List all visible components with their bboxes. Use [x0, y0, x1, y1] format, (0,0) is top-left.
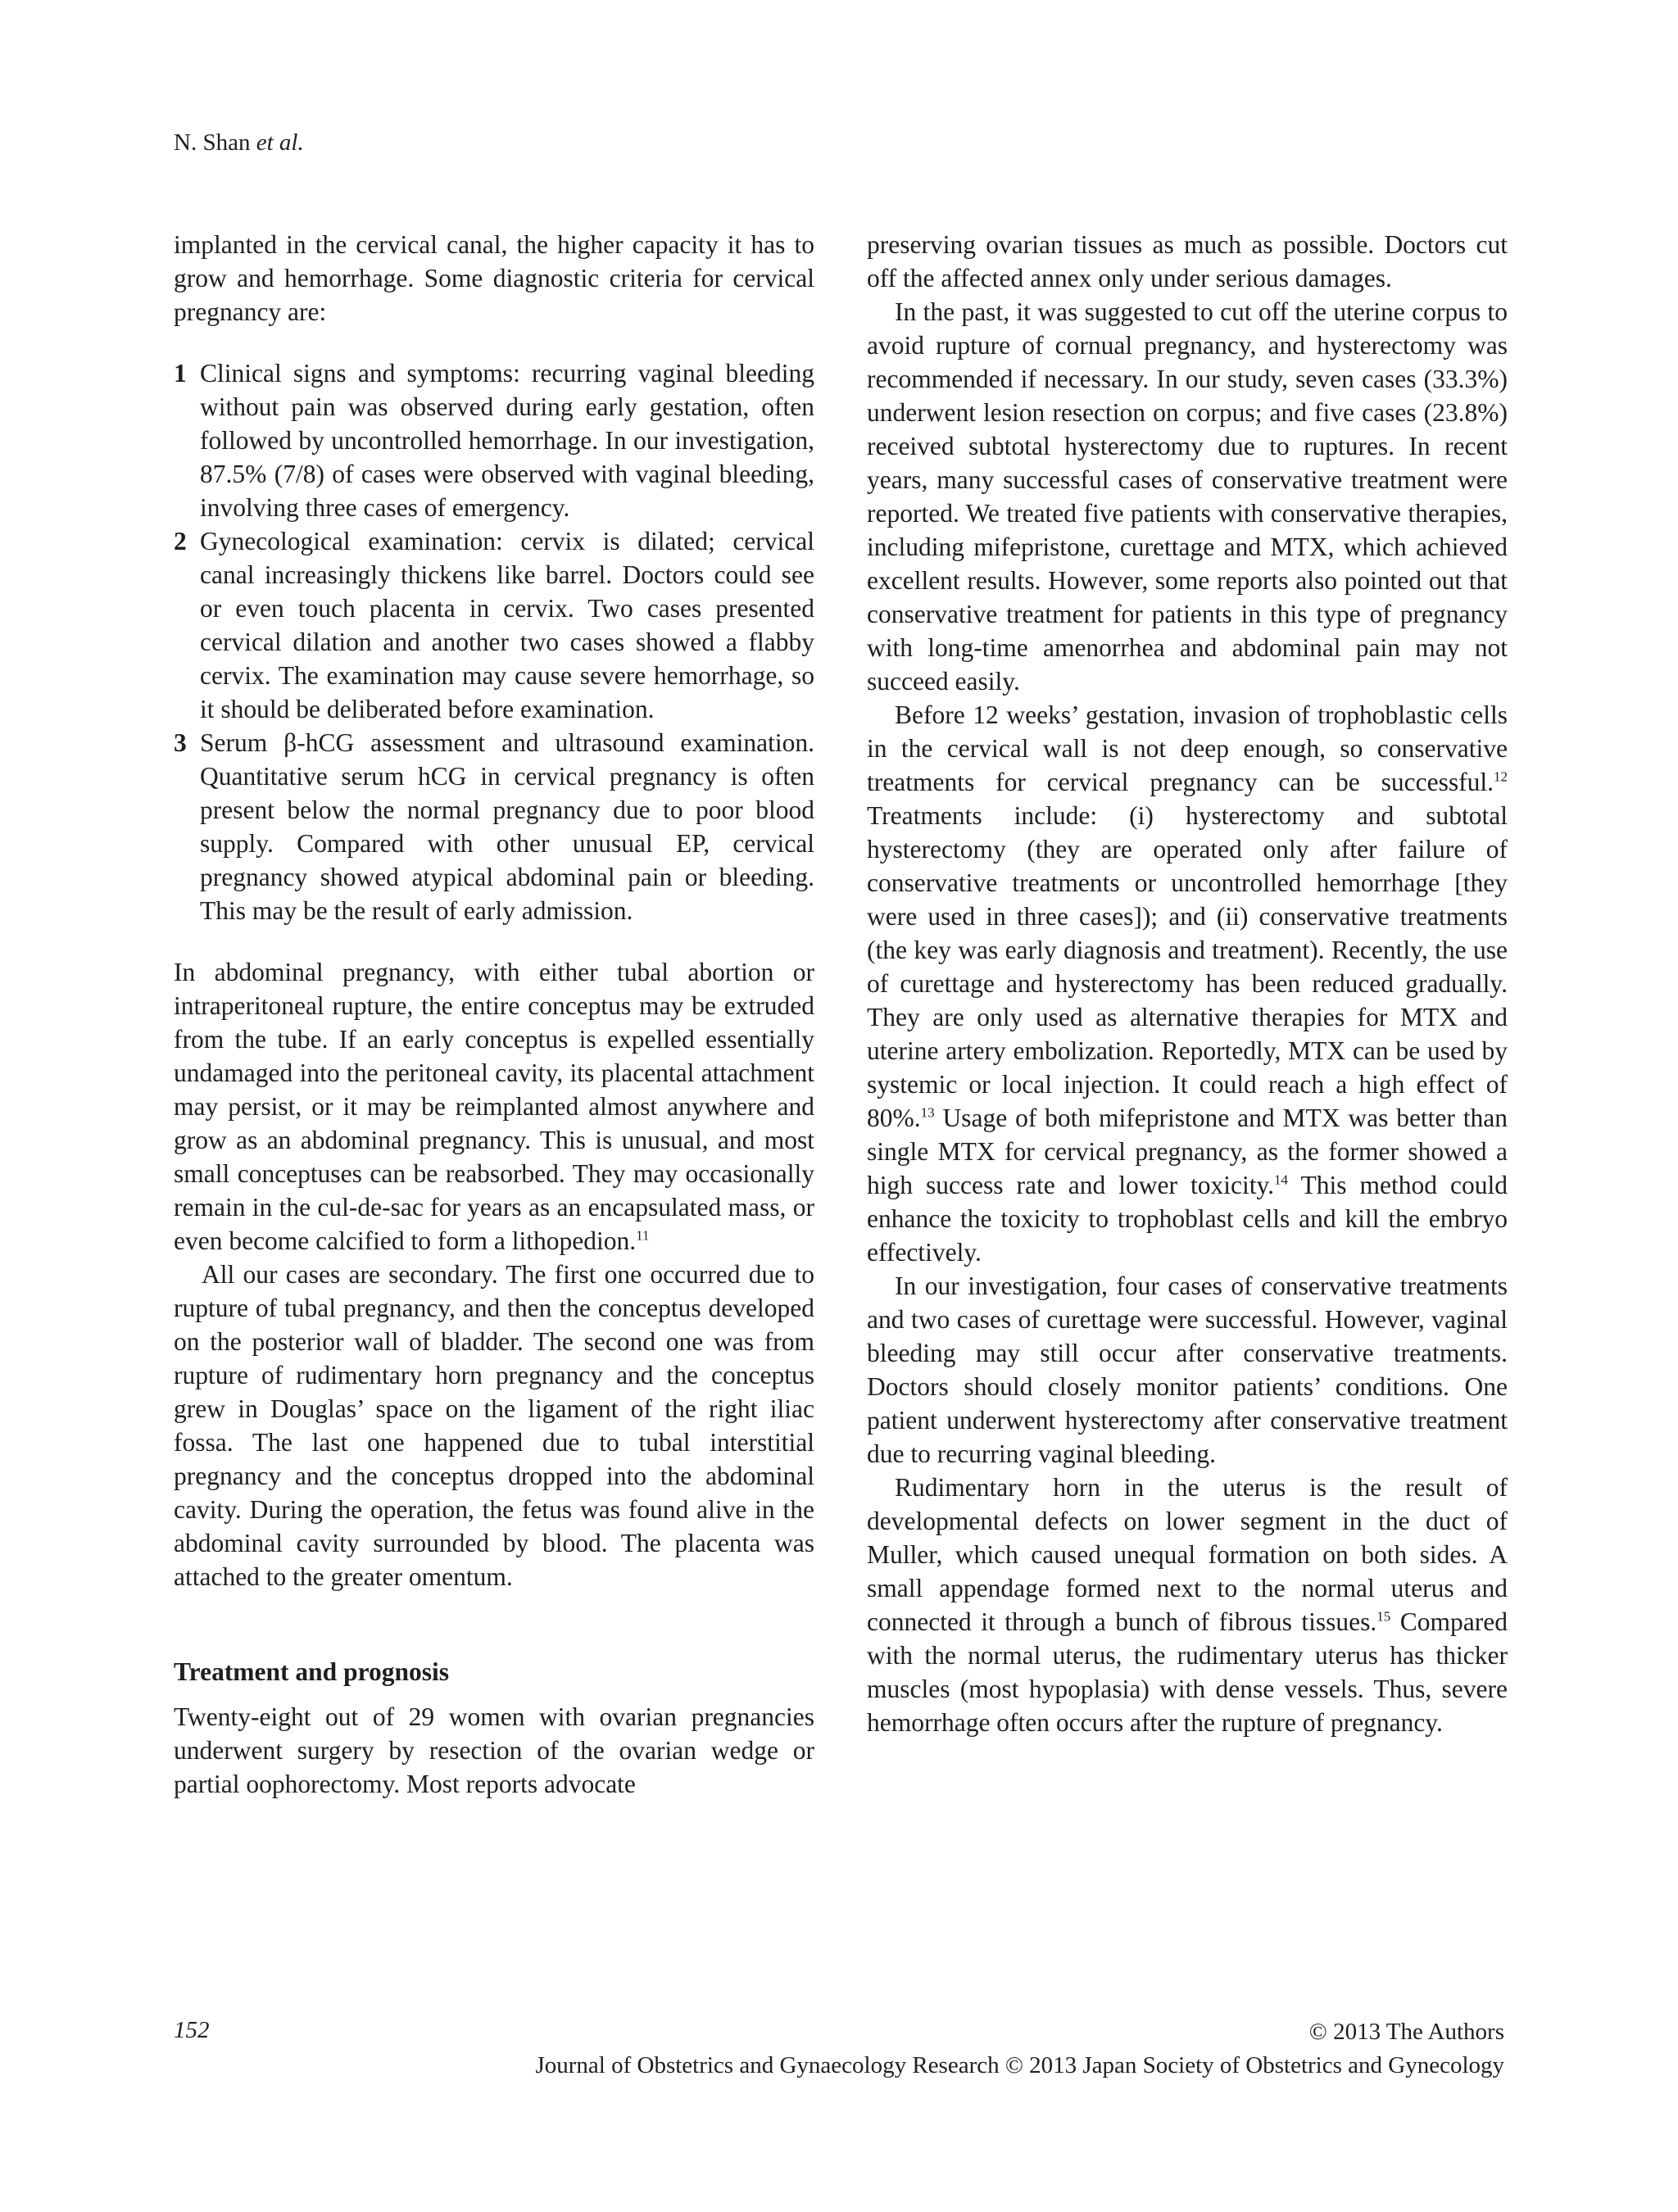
criteria-text: Serum β-hCG assessment and ultrasound examination. Quantitative serum hCG in cervical pregnancy is often present below the normal pregnancy due to poor blood supply. Compared with other unusual EP, cervical pregnancy showed atypical abdominal pain or bleeding. This may be the result of early admission. — [200, 728, 814, 925]
ovarian-continuation-paragraph: preserving ovarian tissues as much as possible. Doctors cut off the affected annex only under serious damages. — [867, 230, 1508, 292]
cervical-treatment-paragraph — [867, 698, 1508, 1269]
treatment-paragraph: Twenty-eight out of 29 women with ovarian pregnancies underwent surgery by resection of the ovarian wedge or partial oophorectomy. Most reports advocate — [174, 1702, 814, 1798]
rudimentary-horn-text-a: Rudimentary horn in the uterus is the result of developmental defects on lower segment in the duct of Muller, which caused unequal formation on both sides. A small appendage formed next to the normal uterus and connected it through a bunch of fibrous tissues. — [867, 1473, 1508, 1636]
criteria-item — [174, 356, 814, 524]
cervical-treatment-text-a: Before 12 weeks’ gestation, invasion of trophoblastic cells in the cervical wall is not deep enough, so conservative treatments for cervical pregnancy can be successful. — [867, 700, 1508, 796]
page-number: 152 — [174, 2017, 210, 2043]
running-head — [174, 128, 304, 157]
criteria-item — [174, 524, 814, 726]
running-head-authors: N. Shan — [174, 129, 251, 156]
cervical-treatment-text-b: Treatments include: (i) hysterectomy and subtotal hysterectomy (they are operated only after failure of conservative treatments or uncontrolled hemorrhage [they were used in three cases]); and (ii) conservative treatments (the key was early diagnosis and treatment). Recently, the use of curettage and hysterectomy has been reduced gradually. They are only used as alternative therapies for MTX and uterine artery embolization. Reportedly, MTX can be used by systemic or local injection. It could reach a high effect of 80%. — [867, 801, 1508, 1132]
section-heading-treatment: Treatment and prognosis — [174, 1657, 450, 1686]
reference-15: 15 — [1376, 1608, 1391, 1625]
running-head-etal: et al. — [256, 129, 304, 156]
rudimentary-horn-paragraph — [867, 1471, 1508, 1739]
cervical-treatment-text-d: This method could enhance the toxicity to trophoblast cells and kill the embryo effectively. — [867, 1171, 1508, 1267]
cornual-pregnancy-paragraph: In the past, it was suggested to cut off the uterine corpus to avoid rupture of cornual pregnancy, and hysterectomy was recommended if necessary. In our study, seven cases (33.3%) underwent lesion resection on corpus; and five cases (23.8%) received subtotal hysterectomy due to ruptures. In recent years, many successful cases of conservative treatment were reported. We treated five patients with conservative therapies, including mifepristone, curettage and MTX, which achieved excellent results. However, some reports also pointed out that conservative treatment for patients in this type of pregnancy with long-time amenorrhea and abdominal pain may not succeed easily. — [867, 297, 1508, 696]
intro-paragraph: implanted in the cervical canal, the higher capacity it has to grow and hemorrhage. Some diagnostic criteria for cervical pregnancy are: — [174, 230, 814, 326]
rudimentary-horn-text-b: Compared with the normal uterus, the rudimentary uterus has thicker muscles (most hypoplasia) with dense vessels. Thus, severe hemorrhage often occurs after the rupture of pregnancy. — [867, 1607, 1508, 1737]
reference-14: 14 — [1274, 1172, 1289, 1188]
reference-13: 13 — [920, 1104, 935, 1121]
criteria-item — [174, 726, 814, 927]
criteria-number: 2 — [174, 527, 187, 555]
cervical-treatment-text-c: Usage of both mifepristone and MTX was better than single MTX for cervical pregnancy, as the former showed a high success rate and lower toxicity. — [867, 1104, 1508, 1199]
abdominal-pregnancy-paragraph — [174, 955, 814, 1258]
investigation-paragraph: In our investigation, four cases of conservative treatments and two cases of curettage were successful. However, vaginal bleeding may still occur after conservative treatments. Doctors should closely monitor patients’ conditions. One patient underwent hysterectomy after conservative treatment due to recurring vaginal bleeding. — [867, 1271, 1508, 1468]
journal-line: Journal of Obstetrics and Gynaecology Research © 2013 Japan Society of Obstetrics and Gynecology — [535, 2052, 1504, 2078]
copyright-line: © 2013 The Authors — [1308, 2019, 1504, 2045]
criteria-number: 1 — [174, 359, 187, 388]
criteria-text: Clinical signs and symptoms: recurring vaginal bleeding without pain was observed during early gestation, often followed by uncontrolled hemorrhage. In our investigation, 87.5% (7/8) of cases were observed with vaginal bleeding, involving three cases of emergency. — [200, 359, 814, 522]
left-column — [174, 228, 814, 1801]
reference-11: 11 — [636, 1227, 650, 1244]
criteria-number: 3 — [174, 728, 187, 757]
secondary-cases-paragraph: All our cases are secondary. The first one occurred due to rupture of tubal pregnancy, and then the conceptus developed on the posterior wall of bladder. The second one was from rupture of rudimentary horn pregnancy and the conceptus grew in Douglas’ space on the ligament of the right iliac fossa. The last one happened due to tubal interstitial pregnancy and the conceptus dropped into the abdominal cavity. During the operation, the fetus was found alive in the abdominal cavity surrounded by blood. The placenta was attached to the greater omentum. — [174, 1260, 814, 1591]
abdominal-pregnancy-text: In abdominal pregnancy, with either tubal abortion or intraperitoneal rupture, the entire conceptus may be extruded from the tube. If an early conceptus is expelled essentially undamaged into the peritoneal cavity, its placental attachment may persist, or it may be reimplanted almost anywhere and grow as an abdominal pregnancy. This is unusual, and most small conceptuses can be reabsorbed. They may occasionally remain in the cul-de-sac for years as an encapsulated mass, or even become calcified to form a lithopedion. — [174, 958, 814, 1255]
right-column — [867, 228, 1508, 1739]
diagnostic-criteria-list — [174, 356, 814, 927]
reference-12: 12 — [1494, 768, 1508, 785]
footer-copyright-block — [535, 2015, 1504, 2083]
criteria-text: Gynecological examination: cervix is dilated; cervical canal increasingly thickens like barrel. Doctors could see or even touch placenta in cervix. Two cases presented cervical dilation and another two cases showed a flabby cervix. The examination may cause severe hemorrhage, so it should be deliberated before examination. — [200, 527, 814, 723]
